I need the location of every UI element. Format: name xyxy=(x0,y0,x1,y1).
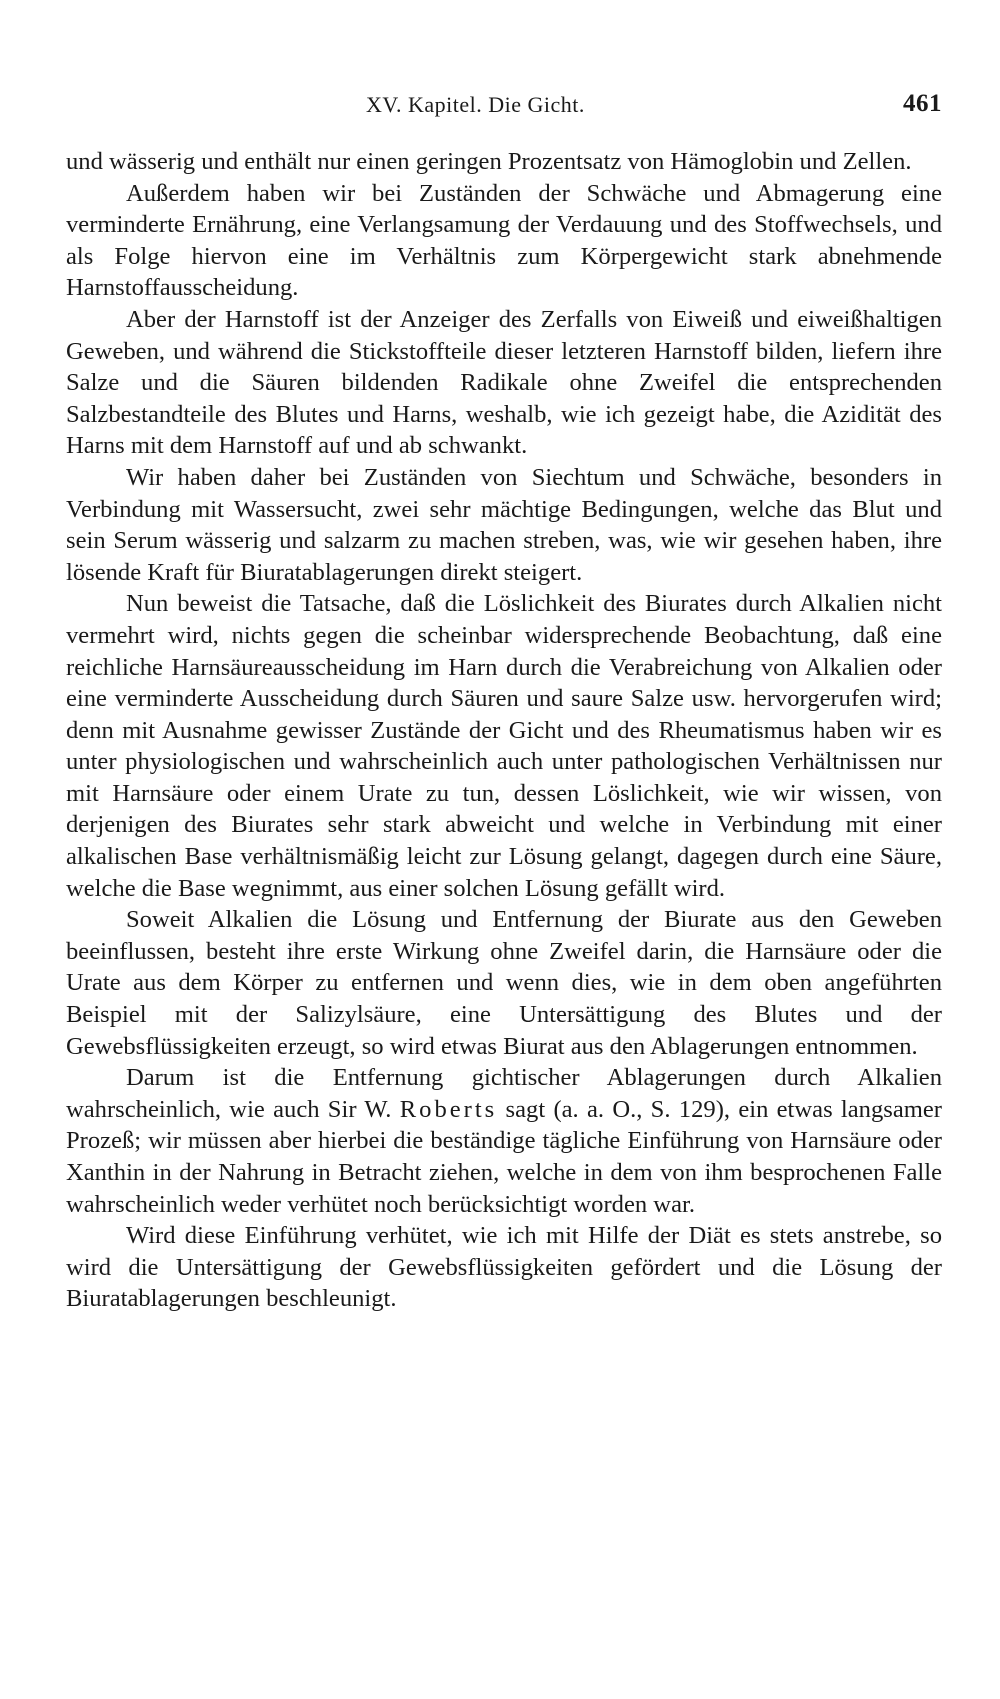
paragraph: Wird diese Einführung verhütet, wie ich mit Hilfe der Diät es stets anstrebe, so wird die Untersättigung der Gewebsflüssigkeiten gefördert und die Lösung der Biuratablagerungen beschleunigt. xyxy=(66,1222,942,1313)
paragraph xyxy=(66,1062,942,1220)
paragraph: Aber der Harnstoff ist der Anzeiger des Zerfalls von Eiweiß und eiweißhaltigen Geweben, und während die Stickstoffteile dieser letzteren Harnstoff bilden, liefern ihre Salze und die Säuren bildenden Radikale ohne Zweifel die entsprechenden Salzbestandteile des Blutes und Harns, weshalb, wie ich gezeigt habe, die Azidität des Harns mit dem Harnstoff auf und ab schwankt. xyxy=(66,305,942,460)
page-number: 461 xyxy=(903,90,942,117)
paragraph: Nun beweist die Tatsache, daß die Löslichkeit des Biurates durch Alkalien nicht vermehrt wird, nichts gegen die scheinbar widersprechende Beobachtung, daß eine reichliche Harnsäureausscheidung im Harn durch die Verabreichung von Alkalien oder eine verminderte Ausscheidung durch Säuren und saure Salze usw. hervorgerufen wird; denn mit Ausnahme gewisser Zustände der Gicht und des Rheumatismus haben wir es unter physiologischen und wahrscheinlich auch unter pathologischen Verhältnissen nur mit Harnsäure oder einem Urate zu tun, dessen Löslichkeit, wie wir wissen, von derjenigen des Biurates sehr stark abweicht und welche in Verbindung mit einer alkalischen Base verhältnismäßig leicht zur Lösung gelangt, dagegen durch eine Säure, welche die Base wegnimmt, aus einer solchen Lösung gefällt wird. xyxy=(66,590,942,902)
body-text xyxy=(66,146,942,1315)
paragraph: Außerdem haben wir bei Zuständen der Schwäche und Abmagerung eine verminderte Ernährung, eine Verlangsamung der Verdauung und des Stoffwechsels, und als Folge hiervon eine im Verhältnis zum Körpergewicht stark abnehmende Harnstoffausscheidung. xyxy=(66,179,942,302)
paragraph: Wir haben daher bei Zuständen von Siechtum und Schwäche, besonders in Verbindung mit Wassersucht, zwei sehr mächtige Bedingungen, welche das Blut und sein Serum wässerig und salzarm zu machen streben, was, wie wir gesehen haben, ihre lösende Kraft für Biuratablagerungen direkt steigert. xyxy=(66,463,942,586)
paragraph-continuation: und wässerig und enthält nur einen geringen Prozentsatz von Hämoglobin und Zellen. xyxy=(66,148,912,175)
paragraph-text: Darum ist die Entfernung gichtischer Ablagerungen durch Alkalien wahrscheinlich, wie auch Sir W. xyxy=(66,1064,942,1123)
author-name: Roberts xyxy=(399,1095,498,1123)
running-header xyxy=(66,86,942,126)
book-page xyxy=(66,86,942,1315)
chapter-title: XV. Kapitel. Die Gicht. xyxy=(366,92,585,117)
paragraph-text: sagt (a. a. O., S. 129), ein etwas langsamer Prozeß; wir müssen aber hierbei die beständige tägliche Einführung von Harnsäure oder Xanthin in der Nahrung in Betracht ziehen, welche in dem von ihm besprochenen Falle wahrscheinlich weder verhütet noch berücksichtigt worden war. xyxy=(66,1095,942,1218)
paragraph: Soweit Alkalien die Lösung und Entfernung der Biurate aus den Geweben beeinflussen, besteht ihre erste Wirkung ohne Zweifel darin, die Harnsäure oder die Urate aus dem Körper zu entfernen und wenn dies, wie in dem oben angeführten Beispiel mit der Salizylsäure, eine Untersättigung des Blutes und der Gewebsflüssigkeiten erzeugt, so wird etwas Biurat aus den Ablagerungen entnommen. xyxy=(66,906,942,1060)
